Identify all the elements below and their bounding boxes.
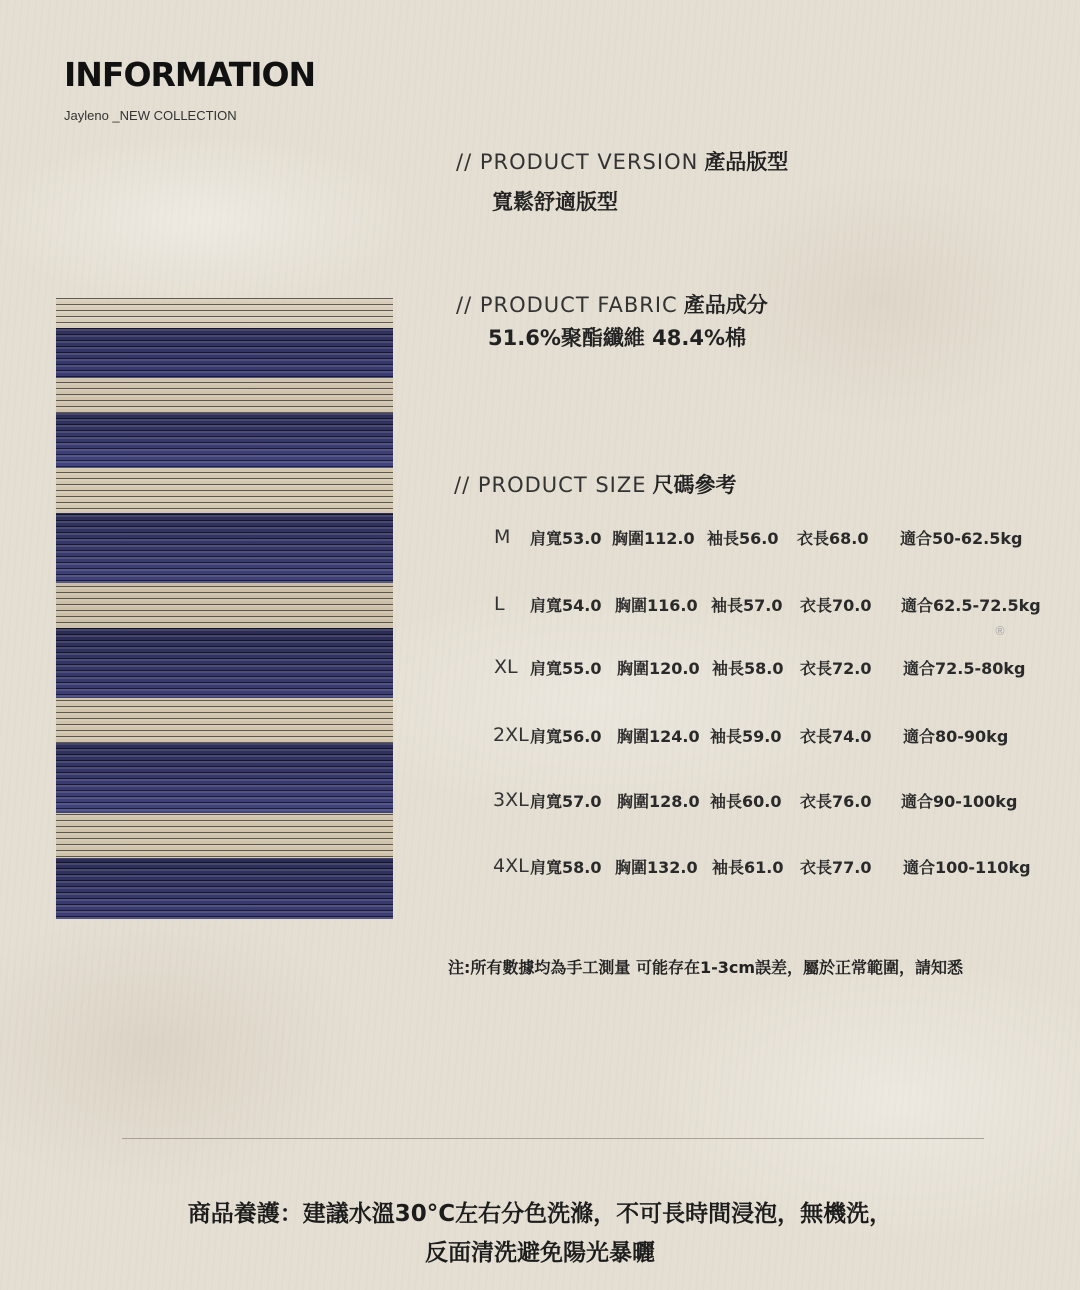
version-label-cn: 產品版型	[704, 150, 789, 174]
size-heading	[454, 469, 737, 499]
size-code: 4XL	[493, 855, 529, 877]
shoulder-value: 肩寬53.0	[530, 529, 602, 548]
shoulder-value: 肩寬56.0	[530, 727, 602, 746]
fit-value: 適合80-90kg	[903, 727, 1009, 746]
size-row	[0, 526, 1080, 556]
care-instructions-line1: 商品養護：建議水溫30°C左右分色洗滌，不可長時間浸泡，無機洗，	[187, 1201, 893, 1227]
length-value: 衣長77.0	[800, 858, 872, 877]
sleeve-value: 袖長56.0	[707, 529, 779, 548]
chest-value: 胸圍132.0	[615, 858, 698, 877]
size-row	[0, 855, 1080, 885]
collection-subtitle: Jayleno _NEW COLLECTION	[64, 108, 237, 123]
shoulder-value: 肩寬57.0	[530, 792, 602, 811]
registered-mark: ®	[994, 624, 1006, 638]
shoulder-value: 肩寬55.0	[530, 659, 602, 678]
sleeve-value: 袖長57.0	[711, 596, 783, 615]
fit-value: 適合100-110kg	[903, 858, 1031, 877]
shoulder-value: 肩寬54.0	[530, 596, 602, 615]
size-code: M	[494, 526, 511, 548]
shoulder-value: 肩寬58.0	[530, 858, 602, 877]
chest-value: 胸圍120.0	[617, 659, 700, 678]
fabric-heading	[456, 289, 768, 319]
size-row	[0, 656, 1080, 686]
sleeve-value: 袖長60.0	[710, 792, 782, 811]
divider-line	[122, 1138, 984, 1139]
chest-value: 胸圍124.0	[617, 727, 700, 746]
page-title: INFORMATION	[64, 55, 316, 94]
size-label: // PRODUCT SIZE	[454, 473, 647, 497]
size-code: XL	[494, 656, 518, 678]
fit-value: 適合72.5-80kg	[903, 659, 1026, 678]
chest-value: 胸圍128.0	[617, 792, 700, 811]
length-value: 衣長70.0	[800, 596, 872, 615]
fabric-value: 51.6%聚酯纖維 48.4%棉	[488, 326, 747, 350]
size-row	[0, 593, 1080, 623]
sleeve-value: 袖長59.0	[710, 727, 782, 746]
size-code: 3XL	[493, 789, 529, 811]
care-instructions-line2: 反面清洗避免陽光暴曬	[425, 1240, 655, 1266]
measurement-note: 注:所有數據均為手工測量 可能存在1-3cm誤差，屬於正常範圍，請知悉	[448, 958, 964, 977]
size-label-cn: 尺碼參考	[652, 473, 737, 497]
chest-value: 胸圍112.0	[612, 529, 695, 548]
version-label: // PRODUCT VERSION	[456, 150, 699, 174]
version-value: 寬鬆舒適版型	[492, 190, 618, 214]
sleeve-value: 袖長58.0	[712, 659, 784, 678]
chest-value: 胸圍116.0	[615, 596, 698, 615]
fabric-label-cn: 產品成分	[683, 293, 768, 317]
size-row	[0, 724, 1080, 754]
version-heading	[456, 146, 788, 176]
size-row	[0, 789, 1080, 819]
sleeve-value: 袖長61.0	[712, 858, 784, 877]
fit-value: 適合90-100kg	[901, 792, 1018, 811]
length-value: 衣長74.0	[800, 727, 872, 746]
length-value: 衣長76.0	[800, 792, 872, 811]
size-code: 2XL	[493, 724, 529, 746]
fabric-label: // PRODUCT FABRIC	[456, 293, 678, 317]
fit-value: 適合62.5-72.5kg	[901, 596, 1041, 615]
size-code: L	[494, 593, 505, 615]
length-value: 衣長72.0	[800, 659, 872, 678]
fit-value: 適合50-62.5kg	[900, 529, 1023, 548]
length-value: 衣長68.0	[797, 529, 869, 548]
